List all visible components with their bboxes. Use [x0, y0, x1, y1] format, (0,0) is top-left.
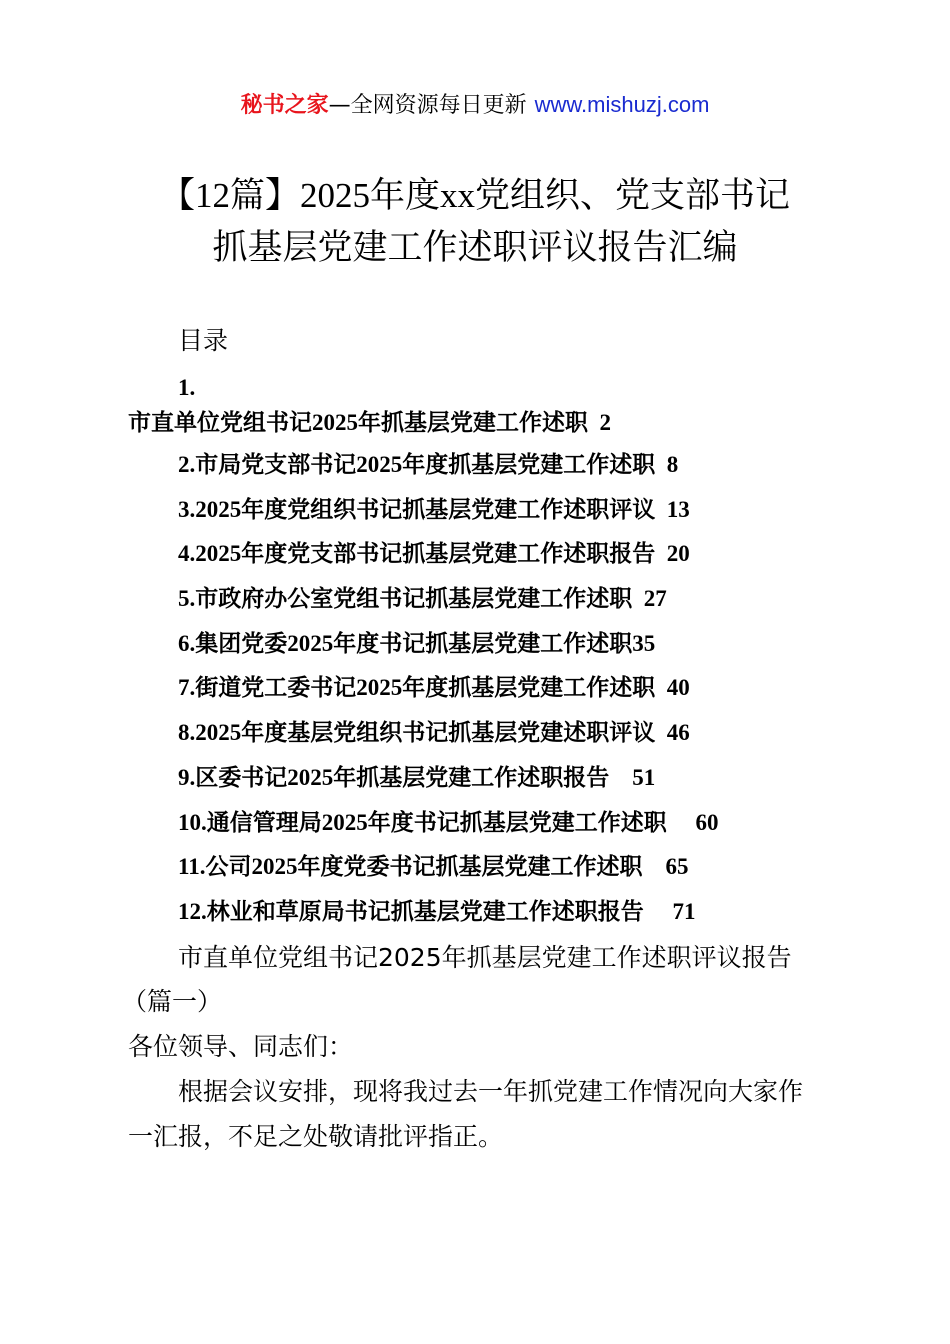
- toc-item-number: 3.: [178, 497, 196, 522]
- toc-item-text: 市直单位党组书记2025年抓基层党建工作述职: [128, 410, 588, 435]
- toc-item-page: 2: [599, 410, 611, 435]
- toc-item-text: 集团党委2025年度书记抓基层党建工作述职: [195, 631, 633, 656]
- toc-item-text: 市局党支部书记2025年度抓基层党建工作述职: [195, 452, 656, 477]
- toc-item-page: 51: [632, 765, 656, 790]
- section-title-line-1: 市直单位党组书记2025年抓基层党建工作述职评议报告: [178, 943, 792, 972]
- toc-item-number: 10.: [178, 810, 207, 835]
- toc-item-number: 5.: [178, 586, 196, 611]
- toc-item-12[interactable]: [178, 896, 696, 928]
- toc-item-3[interactable]: [178, 494, 690, 526]
- toc-item-page: 60: [695, 810, 719, 835]
- toc-item-text: 林业和草原局书记抓基层党建工作述职报告: [206, 899, 644, 924]
- toc-item-10[interactable]: [178, 807, 719, 839]
- toc-item-text: 街道党工委书记2025年度抓基层党建工作述职: [195, 675, 656, 700]
- toc-item-4[interactable]: [178, 538, 690, 570]
- toc-heading: 目录: [178, 326, 229, 355]
- brand-slogan: —全网资源每日更新: [328, 93, 527, 118]
- toc-item-number: 6.: [178, 631, 196, 656]
- toc-item-page: 27: [643, 586, 667, 611]
- toc-item-number: 9.: [178, 765, 196, 790]
- toc-item-page: 35: [632, 631, 656, 656]
- toc-item-8[interactable]: [178, 717, 690, 749]
- toc-item-number: 11.: [178, 854, 206, 879]
- toc-item-5[interactable]: [178, 583, 667, 615]
- site-url-link[interactable]: www.mishuzj.com: [534, 92, 710, 117]
- brand-name: 秘书之家: [240, 93, 329, 118]
- toc-item-number: 12.: [178, 899, 207, 924]
- toc-item-page: 46: [666, 720, 690, 745]
- toc-item-page: 20: [666, 541, 690, 566]
- site-header: [0, 90, 950, 121]
- toc-item-1[interactable]: [128, 407, 611, 439]
- toc-item-1-number-line[interactable]: [178, 372, 195, 404]
- section-title-line-2: （篇一）: [122, 987, 223, 1016]
- paragraph-1-line-1: 根据会议安排，现将我过去一年抓党建工作情况向大家作: [178, 1077, 804, 1106]
- toc-item-number: 4.: [178, 541, 196, 566]
- toc-item-text: 区委书记2025年抓基层党建工作述职报告: [195, 765, 610, 790]
- toc-item-number: 2.: [178, 452, 196, 477]
- paragraph-1-line-2: 一汇报，不足之处敬请批评指正。: [128, 1122, 504, 1151]
- toc-item-number: 1.: [178, 375, 196, 400]
- toc-item-9[interactable]: [178, 762, 655, 794]
- toc-item-11[interactable]: [178, 851, 688, 883]
- toc-item-text: 市政府办公室党组书记抓基层党建工作述职: [195, 586, 633, 611]
- toc-item-text: 2025年度党组织书记抓基层党建工作述职评议: [195, 497, 656, 522]
- toc-item-page: 65: [665, 854, 689, 879]
- toc-item-page: 8: [666, 452, 679, 477]
- toc-item-number: 8.: [178, 720, 196, 745]
- toc-item-2[interactable]: [178, 449, 678, 481]
- document-title-line-2: 抓基层党建工作述职评议报告汇编: [212, 228, 738, 267]
- toc-item-7[interactable]: [178, 672, 690, 704]
- toc-item-page: 40: [666, 675, 690, 700]
- toc-item-text: 公司2025年度党委书记抓基层党建工作述职: [205, 854, 643, 879]
- document-title-line-1: 【12篇】2025年度xx党组织、党支部书记: [159, 176, 790, 215]
- toc-item-text: 2025年度基层党组织书记抓基层党建述职评议: [195, 720, 656, 745]
- toc-item-6[interactable]: [178, 628, 655, 660]
- toc-item-text: 通信管理局2025年度书记抓基层党建工作述职: [206, 810, 667, 835]
- toc-item-number: 7.: [178, 675, 196, 700]
- toc-item-page: 71: [672, 899, 696, 924]
- toc-item-text: 2025年度党支部书记抓基层党建工作述职报告: [195, 541, 656, 566]
- greeting-text: 各位领导、同志们：: [128, 1032, 354, 1061]
- toc-item-page: 13: [666, 497, 690, 522]
